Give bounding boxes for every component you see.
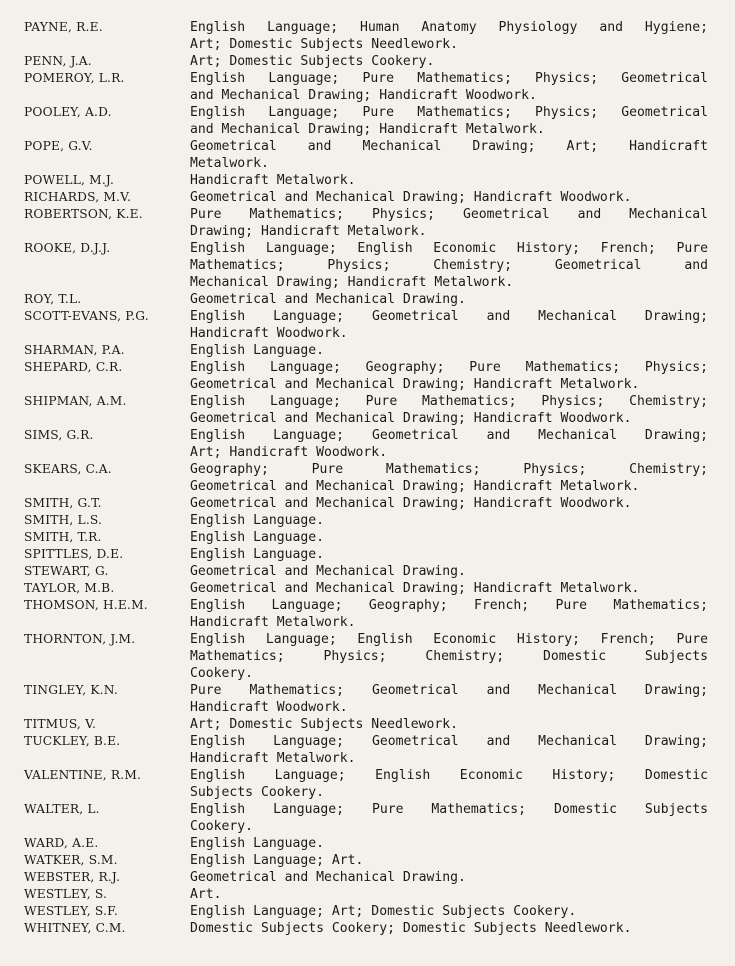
subject-list <box>190 682 708 716</box>
subject-list <box>190 291 708 308</box>
list-item <box>24 359 714 393</box>
subject-line: Handicraft Metalwork. <box>190 615 356 630</box>
list-item <box>24 869 714 886</box>
candidate-name: WESTLEY, S. <box>24 887 108 901</box>
subject-list <box>190 546 708 563</box>
list-item <box>24 70 714 104</box>
subject-line: English Language; Pure Mathematics; Physics; Chemistry; <box>190 394 708 409</box>
list-item <box>24 767 714 801</box>
list-item <box>24 716 714 733</box>
list-item <box>24 172 714 189</box>
list-item <box>24 886 714 903</box>
subject-line: Geometrical and Mechanical Drawing. <box>190 564 466 579</box>
subject-line: English Language; Geometrical and Mechanical Drawing; <box>190 428 708 443</box>
subject-list <box>190 580 708 597</box>
subject-list <box>190 104 708 138</box>
subject-line: English Language; Art; Domestic Subjects Cookery. <box>190 904 577 919</box>
subject-line: Geometrical and Mechanical Drawing; Handicraft Woodwork. <box>190 411 632 426</box>
list-item <box>24 342 714 359</box>
subject-list <box>190 19 708 53</box>
list-item <box>24 189 714 206</box>
list-item <box>24 835 714 852</box>
subject-list <box>190 189 708 206</box>
list-item <box>24 206 714 240</box>
candidate-name: WEBSTER, R.J. <box>24 870 121 884</box>
list-item <box>24 291 714 308</box>
subject-list <box>190 835 708 852</box>
candidate-name: SIMS, G.R. <box>24 428 94 442</box>
subject-list <box>190 240 708 291</box>
subject-line: Art; Domestic Subjects Needlework. <box>190 37 459 52</box>
candidate-name: THOMSON, H.E.M. <box>24 598 148 612</box>
candidate-name: WATKER, S.M. <box>24 853 118 867</box>
subject-line: Geometrical and Mechanical Drawing; Art; Handicraft <box>190 139 708 154</box>
candidate-name: VALENTINE, R.M. <box>24 768 142 782</box>
list-item <box>24 682 714 716</box>
candidate-name: SKEARS, C.A. <box>24 462 112 476</box>
subject-line: English Language; Geometrical and Mechanical Drawing; <box>190 309 708 324</box>
subject-line: Geometrical and Mechanical Drawing; Handicraft Woodwork. <box>190 496 632 511</box>
subject-list <box>190 393 708 427</box>
subject-line: English Language; Art. <box>190 853 364 868</box>
candidate-name: POWELL, M.J. <box>24 173 115 187</box>
subject-line: English Language. <box>190 547 325 562</box>
candidate-name: WESTLEY, S.F. <box>24 904 118 918</box>
subject-line: Cookery. <box>190 666 254 681</box>
list-item <box>24 597 714 631</box>
candidate-name: SHARMAN, P.A. <box>24 343 125 357</box>
list-item <box>24 733 714 767</box>
list-item <box>24 580 714 597</box>
candidate-name: SMITH, L.S. <box>24 513 103 527</box>
list-item <box>24 427 714 461</box>
subject-line: English Language; Geography; Pure Mathematics; Physics; <box>190 360 708 375</box>
subject-line: Pure Mathematics; Physics; Geometrical and Mechanical <box>190 207 708 222</box>
candidate-name: SPITTLES, D.E. <box>24 547 124 561</box>
candidate-name: TINGLEY, K.N. <box>24 683 118 697</box>
candidate-name: POPE, G.V. <box>24 139 93 153</box>
subject-list <box>190 733 708 767</box>
subject-line: Pure Mathematics; Geometrical and Mechanical Drawing; <box>190 683 708 698</box>
subject-line: Handicraft Woodwork. <box>190 326 348 341</box>
subject-line: Mathematics; Physics; Chemistry; Domestic Subjects <box>190 649 708 664</box>
subject-list <box>190 138 708 172</box>
subject-line: Metalwork. <box>190 156 269 171</box>
subject-line: Geometrical and Mechanical Drawing; Handicraft Metalwork. <box>190 581 640 596</box>
subject-line: English Language; English Economic History; Domestic <box>190 768 708 783</box>
subject-line: Handicraft Metalwork. <box>190 173 356 188</box>
subject-line: Art; Domestic Subjects Needlework. <box>190 717 459 732</box>
subject-line: English Language. <box>190 836 325 851</box>
subject-line: and Mechanical Drawing; Handicraft Woodwork. <box>190 88 537 103</box>
list-item <box>24 903 714 920</box>
subject-list <box>190 308 708 342</box>
candidate-name: SHIPMAN, A.M. <box>24 394 127 408</box>
subject-line: English Language; English Economic History; French; Pure <box>190 632 708 647</box>
subject-line: Subjects Cookery. <box>190 785 325 800</box>
subject-line: English Language; English Economic History; French; Pure <box>190 241 708 256</box>
subject-list <box>190 359 708 393</box>
subject-line: Cookery. <box>190 819 254 834</box>
subject-list <box>190 427 708 461</box>
list-item <box>24 852 714 869</box>
candidate-name: ROY, T.L. <box>24 292 82 306</box>
subject-line: Handicraft Woodwork. <box>190 700 348 715</box>
list-item <box>24 53 714 70</box>
candidate-name: ROOKE, D.J.J. <box>24 241 111 255</box>
subject-line: Geometrical and Mechanical Drawing. <box>190 292 466 307</box>
subject-list <box>190 852 708 869</box>
subject-line: and Mechanical Drawing; Handicraft Metalwork. <box>190 122 545 137</box>
subject-list <box>190 70 708 104</box>
list-item <box>24 529 714 546</box>
subject-line: Geometrical and Mechanical Drawing. <box>190 870 466 885</box>
list-item <box>24 138 714 172</box>
subject-line: English Language; Geometrical and Mechanical Drawing; <box>190 734 708 749</box>
subject-line: Domestic Subjects Cookery; Domestic Subjects Needlework. <box>190 921 632 936</box>
subject-list <box>190 342 708 359</box>
subject-list <box>190 529 708 546</box>
subject-list <box>190 869 708 886</box>
candidate-name: PAYNE, R.E. <box>24 20 103 34</box>
candidate-name: POMEROY, L.R. <box>24 71 125 85</box>
subject-line: Geometrical and Mechanical Drawing; Handicraft Metalwork. <box>190 377 640 392</box>
subject-line: Geography; Pure Mathematics; Physics; Chemistry; <box>190 462 708 477</box>
candidate-name: SHEPARD, C.R. <box>24 360 123 374</box>
subject-line: Geometrical and Mechanical Drawing; Handicraft Metalwork. <box>190 479 640 494</box>
list-item <box>24 461 714 495</box>
subject-line: Art. <box>190 887 222 902</box>
subject-list <box>190 886 708 903</box>
subject-list <box>190 206 708 240</box>
subject-list <box>190 172 708 189</box>
subject-line: Geometrical and Mechanical Drawing; Handicraft Woodwork. <box>190 190 632 205</box>
subject-list <box>190 495 708 512</box>
subject-line: English Language; Geography; French; Pure Mathematics; <box>190 598 708 613</box>
subject-line: English Language; Pure Mathematics; Domestic Subjects <box>190 802 708 817</box>
candidate-name: SMITH, T.R. <box>24 530 102 544</box>
candidate-name: WHITNEY, C.M. <box>24 921 126 935</box>
candidate-name: TUCKLEY, B.E. <box>24 734 121 748</box>
candidate-name: WALTER, L. <box>24 802 100 816</box>
candidate-subject-list <box>24 19 714 937</box>
candidate-name: TAYLOR, M.B. <box>24 581 115 595</box>
candidate-name: WARD, A.E. <box>24 836 99 850</box>
subject-list <box>190 767 708 801</box>
subject-line: English Language; Pure Mathematics; Physics; Geometrical <box>190 71 708 86</box>
list-item <box>24 104 714 138</box>
subject-list <box>190 461 708 495</box>
subject-list <box>190 631 708 682</box>
subject-line: English Language; Human Anatomy Physiology and Hygiene; <box>190 20 708 35</box>
list-item <box>24 240 714 291</box>
candidate-name: POOLEY, A.D. <box>24 105 112 119</box>
subject-list <box>190 512 708 529</box>
subject-list <box>190 801 708 835</box>
subject-line: Art; Handicraft Woodwork. <box>190 445 388 460</box>
subject-line: English Language. <box>190 513 325 528</box>
subject-line: English Language. <box>190 530 325 545</box>
candidate-name: THORNTON, J.M. <box>24 632 136 646</box>
subject-line: Art; Domestic Subjects Cookery. <box>190 54 435 69</box>
list-item <box>24 546 714 563</box>
subject-line: Drawing; Handicraft Metalwork. <box>190 224 427 239</box>
list-item <box>24 19 714 53</box>
candidate-name: PENN, J.A. <box>24 54 92 68</box>
subject-line: Mathematics; Physics; Chemistry; Geometrical and <box>190 258 708 273</box>
subject-line: Handicraft Metalwork. <box>190 751 356 766</box>
candidate-name: ROBERTSON, K.E. <box>24 207 143 221</box>
list-item <box>24 920 714 937</box>
list-item <box>24 563 714 580</box>
subject-list <box>190 597 708 631</box>
candidate-name: TITMUS, V. <box>24 717 97 731</box>
subject-list <box>190 716 708 733</box>
list-item <box>24 393 714 427</box>
candidate-name: SCOTT-EVANS, P.G. <box>24 309 149 323</box>
list-item <box>24 631 714 682</box>
list-item <box>24 512 714 529</box>
subject-list <box>190 903 708 920</box>
subject-list <box>190 563 708 580</box>
candidate-name: STEWART, G. <box>24 564 109 578</box>
list-item <box>24 495 714 512</box>
subject-list <box>190 53 708 70</box>
list-item <box>24 801 714 835</box>
subject-line: English Language. <box>190 343 325 358</box>
subject-line: English Language; Pure Mathematics; Physics; Geometrical <box>190 105 708 120</box>
candidate-name: RICHARDS, M.V. <box>24 190 132 204</box>
subject-list <box>190 920 708 937</box>
candidate-name: SMITH, G.T. <box>24 496 102 510</box>
list-item <box>24 308 714 342</box>
subject-line: Mechanical Drawing; Handicraft Metalwork. <box>190 275 514 290</box>
